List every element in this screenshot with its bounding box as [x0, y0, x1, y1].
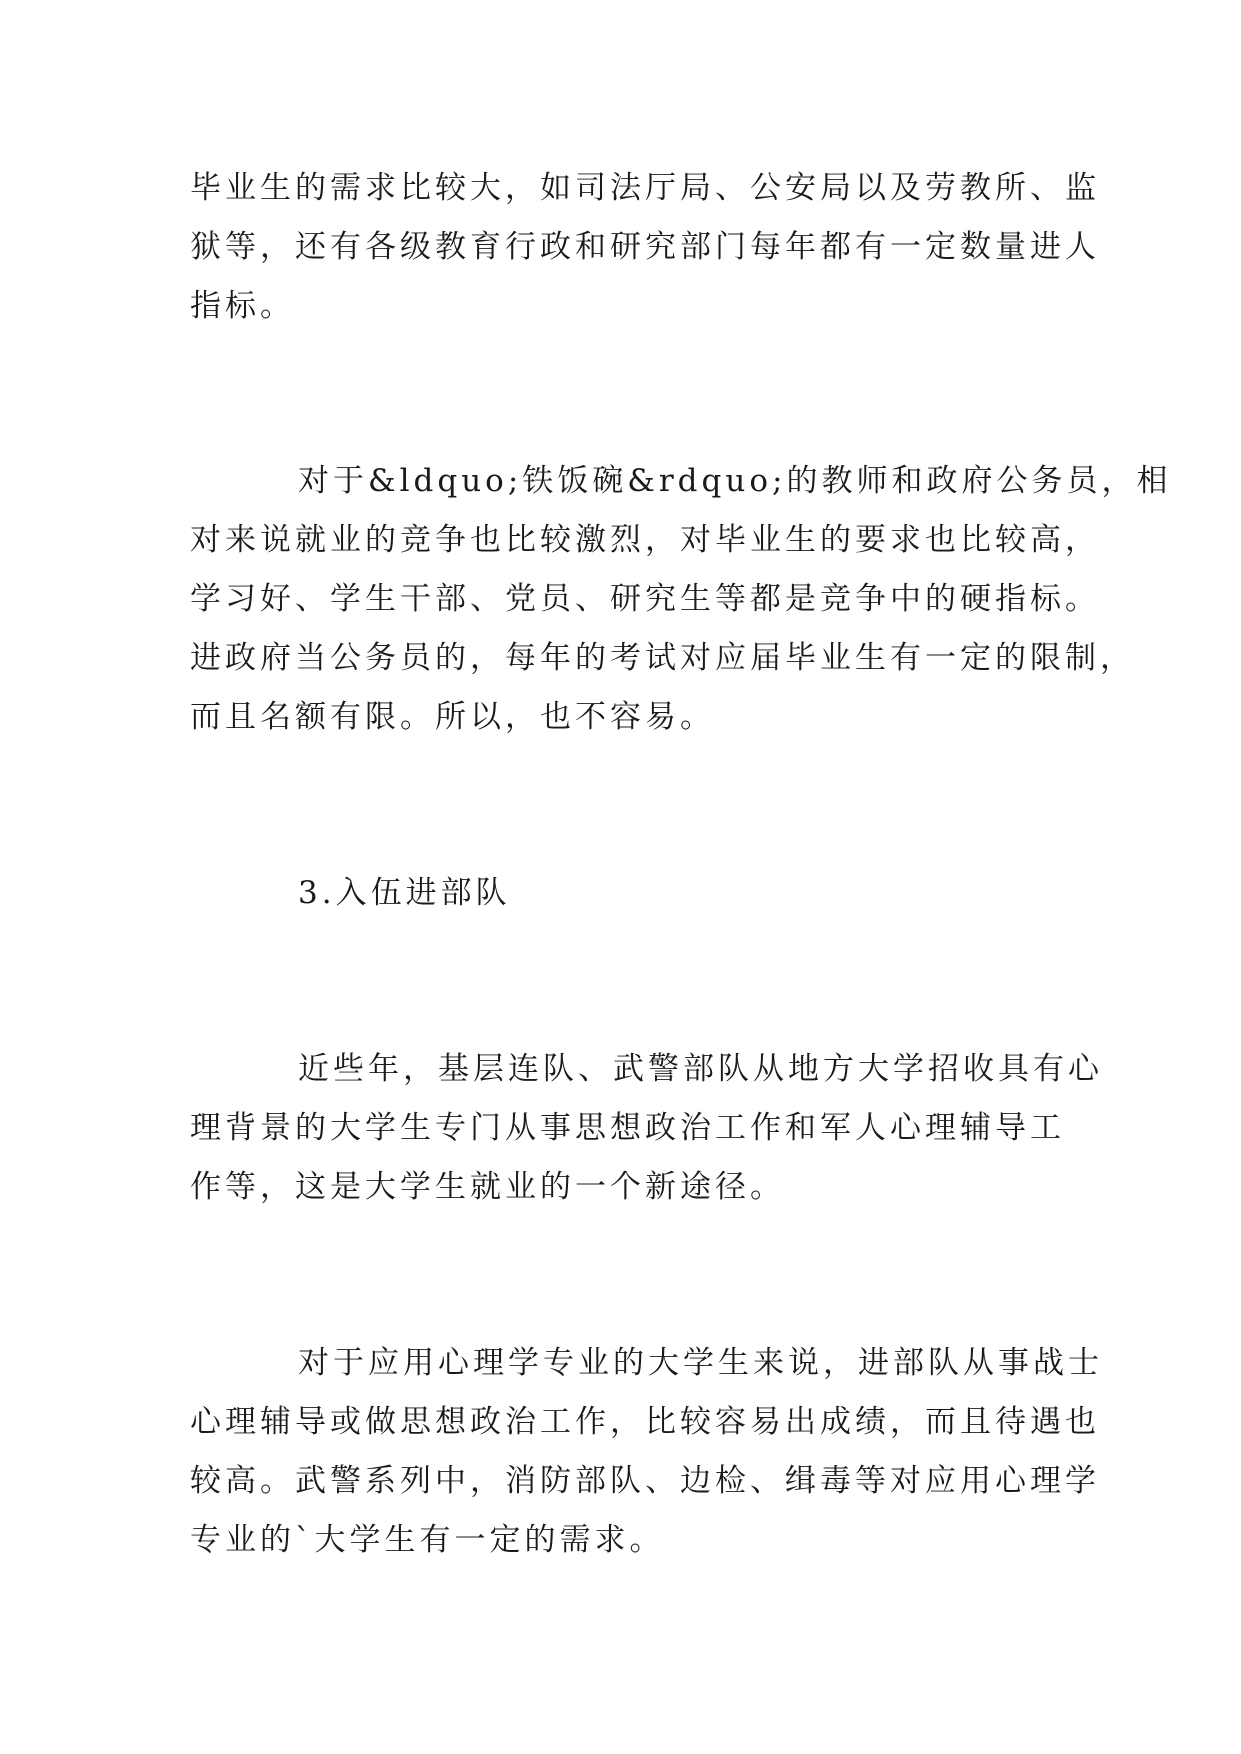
- paragraph-4-line-3: 作等，这是大学生就业的一个新途径。: [190, 1169, 785, 1205]
- paragraph-5-line-1: 对于应用心理学专业的大学生来说，进部队从事战士: [298, 1345, 1103, 1381]
- paragraph-2-line-2: 对来说就业的竞争也比较激烈，对毕业生的要求也比较高，: [190, 522, 1100, 558]
- paragraph-1-line-2: 狱等，还有各级教育行政和研究部门每年都有一定数量进人: [190, 229, 1100, 265]
- paragraph-5-line-4: 专业的`大学生有一定的需求。: [190, 1522, 665, 1558]
- paragraph-2-line-5: 而且名额有限。所以，也不容易。: [190, 699, 715, 735]
- paragraph-1-line-3: 指标。: [190, 288, 295, 324]
- paragraph-4-line-2: 理背景的大学生专门从事思想政治工作和军人心理辅导工: [190, 1110, 1065, 1146]
- paragraph-5-line-2: 心理辅导或做思想政治工作，比较容易出成绩，而且待遇也: [190, 1404, 1100, 1440]
- paragraph-4-line-1: 近些年，基层连队、武警部队从地方大学招收具有心: [298, 1051, 1103, 1087]
- paragraph-2-line-3: 学习好、学生干部、党员、研究生等都是竞争中的硬指标。: [190, 581, 1100, 617]
- paragraph-5-line-3: 较高。武警系列中，消防部队、边检、缉毒等对应用心理学: [190, 1463, 1100, 1499]
- section-heading: 3.入伍进部队: [298, 875, 511, 911]
- paragraph-2-line-4: 进政府当公务员的，每年的考试对应届毕业生有一定的限制，: [190, 640, 1135, 676]
- paragraph-2-line-1: 对于&ldquo;铁饭碗&rdquo;的教师和政府公务员，相: [298, 463, 1172, 499]
- paragraph-1-line-1: 毕业生的需求比较大，如司法厅局、公安局以及劳教所、监: [190, 170, 1100, 206]
